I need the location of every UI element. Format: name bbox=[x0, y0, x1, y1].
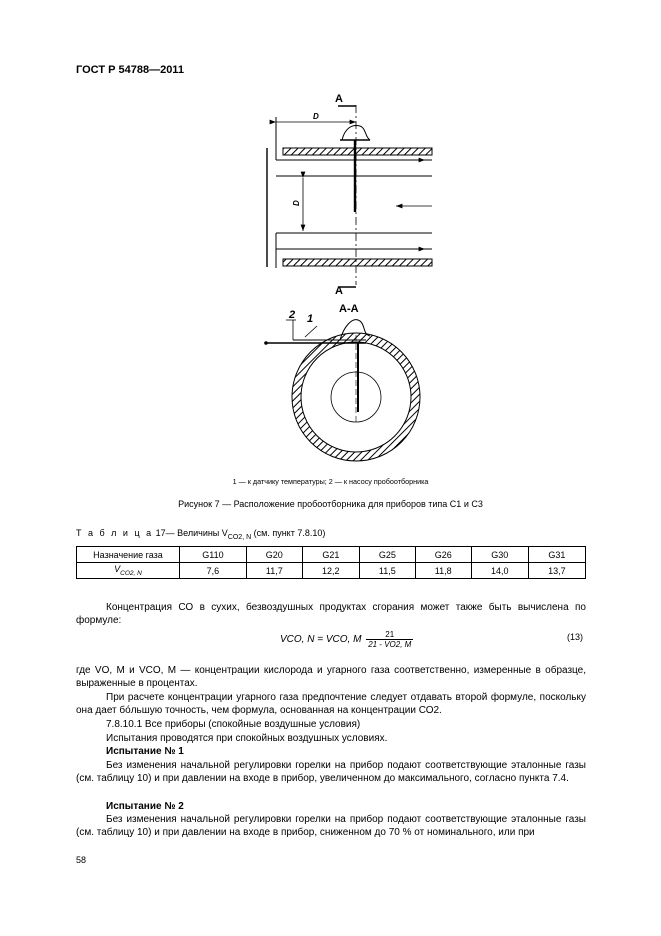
formula-denominator: 21 - VO2, M bbox=[368, 640, 412, 649]
table-gas-name: G25 bbox=[359, 547, 415, 563]
test-heading: Испытание № 2 bbox=[106, 801, 184, 812]
table-header-row bbox=[77, 547, 586, 563]
table-gas-name: G110 bbox=[180, 547, 247, 563]
formula-numerator: 21 bbox=[366, 630, 413, 640]
callout-1: 1 bbox=[307, 313, 314, 325]
formula-left: VCO, N = VCO, M bbox=[280, 634, 362, 645]
table-gas-name: G21 bbox=[302, 547, 359, 563]
formula-13 bbox=[280, 630, 413, 649]
row-label-subscript: CO2, N bbox=[120, 569, 142, 577]
table-cell: 12,2 bbox=[302, 563, 359, 579]
callout-2: 2 bbox=[289, 309, 296, 321]
table-caption-subscript: CO2, N bbox=[227, 533, 252, 541]
table-header-label: Назначение газа bbox=[77, 547, 180, 563]
table-caption-reference: (см. пункт 7.8.10) bbox=[253, 528, 326, 538]
test-heading: Испытание № 1 bbox=[106, 746, 184, 757]
table-caption-prefix: Т а б л и ц а bbox=[76, 528, 154, 538]
table-cell: 11,8 bbox=[415, 563, 471, 579]
table-gas-name: G31 bbox=[528, 547, 585, 563]
table-cell: 13,7 bbox=[528, 563, 585, 579]
row-label-symbol: V bbox=[114, 564, 121, 575]
co2-values-table bbox=[76, 546, 586, 579]
table-row-label bbox=[77, 563, 180, 579]
table-cell: 7,6 bbox=[180, 563, 247, 579]
figure-legend: 1 — к датчику температуры; 2 — к насосу пробоотборника bbox=[232, 477, 429, 486]
paragraph: Концентрация СО в сухих, безвоздушных продуктах сгорания может также быть вычислена по формуле: bbox=[76, 602, 586, 626]
table-cell: 14,0 bbox=[471, 563, 528, 579]
pipe-cross-section bbox=[264, 320, 420, 461]
table-cell: 11,7 bbox=[246, 563, 302, 579]
page-number: 58 bbox=[76, 855, 87, 865]
table-caption bbox=[76, 528, 325, 541]
table-gas-name: G30 bbox=[471, 547, 528, 563]
section-marker-top: A bbox=[335, 93, 343, 105]
paragraph: При расчете концентрации угарного газа предпочтение следует отдавать второй формуле, поскольку она дает бо́льшую точность, чем формула, основанная на концентрации СО2. bbox=[76, 692, 586, 716]
table-gas-name: G26 bbox=[415, 547, 471, 563]
table-row bbox=[77, 563, 586, 579]
paragraph: где VO, M и VCO, M — концентрации кислорода и угарного газа соответственно, измеренные в образце, выраженные в процентах. bbox=[76, 665, 586, 689]
diameter-small-label: D bbox=[313, 112, 319, 121]
pipe-side-view bbox=[267, 105, 432, 287]
section-heading: 7.8.10.1 Все приборы (спокойные воздушные условия) bbox=[106, 719, 361, 730]
paragraph: Без изменения начальной регулировки горелки на прибор подают соответствующие эталонные газы (см. таблицу 10) и при давлении на входе в прибор, увеличенном до максимального, согласно пункта 7.4. bbox=[76, 760, 586, 784]
section-marker-bottom: A bbox=[335, 285, 343, 297]
table-cell: 11,5 bbox=[359, 563, 415, 579]
figure-caption: Рисунок 7 — Расположение пробоотборника для приборов типа С1 и С3 bbox=[178, 499, 483, 509]
paragraph: Испытания проводятся при спокойных воздушных условиях. bbox=[106, 733, 388, 744]
equation-number: (13) bbox=[567, 632, 584, 642]
paragraph: Без изменения начальной регулировки горелки на прибор подают соответствующие эталонные газы (см. таблицу 10) и при давлении на входе в прибор, сниженном до 70 % от номинального, или при bbox=[76, 814, 586, 838]
table-gas-name: G20 bbox=[246, 547, 302, 563]
table-caption-title: 17— Величины V bbox=[155, 528, 228, 538]
section-view-title: A-A bbox=[339, 303, 359, 315]
diameter-large-label: D bbox=[292, 200, 301, 206]
document-header: ГОСТ Р 54788—2011 bbox=[76, 64, 184, 76]
